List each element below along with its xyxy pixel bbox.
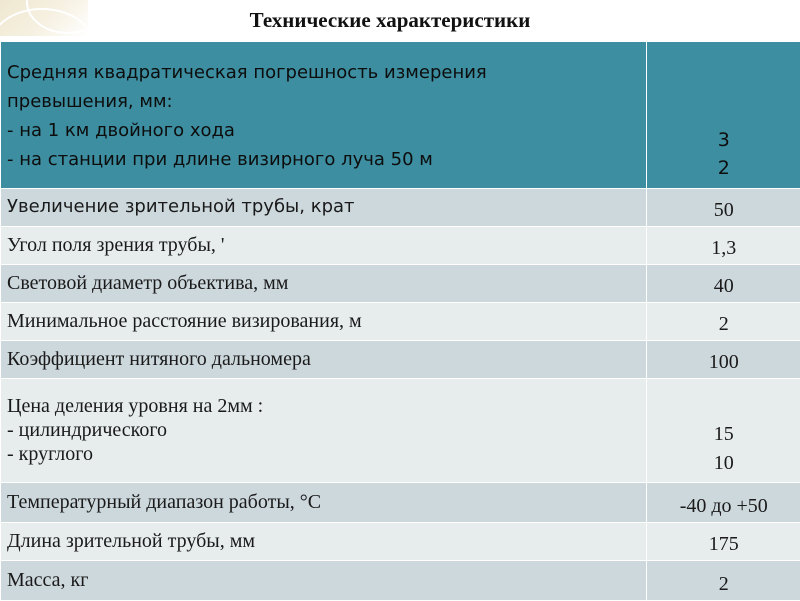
param-line: - на 1 км двойного хода [7, 116, 646, 145]
table-row [1, 560, 800, 600]
value-line: 40 [647, 274, 800, 298]
value-cell [647, 340, 800, 378]
param-line: превышения, мм: [7, 87, 646, 116]
page-title: Технические характеристики [0, 8, 780, 33]
value-cell [647, 264, 800, 302]
param-cell [1, 42, 647, 188]
param-cell [1, 226, 647, 264]
param-line: Масса, кг [7, 568, 646, 592]
value-cell [647, 378, 800, 482]
table-row [1, 302, 800, 340]
value-line: -40 до +50 [647, 494, 800, 518]
table-row [1, 264, 800, 302]
value-line: 2 [647, 312, 800, 336]
value-line: 2 [647, 572, 800, 596]
value-cell [647, 302, 800, 340]
value-cell [647, 226, 800, 264]
param-line: Длина зрительной трубы, мм [7, 529, 646, 553]
value-cell [647, 42, 800, 188]
value-line: 100 [647, 350, 800, 374]
param-cell [1, 378, 647, 482]
value-line: 15 [647, 420, 800, 449]
param-cell [1, 188, 647, 226]
table-row [1, 522, 800, 560]
param-cell [1, 302, 647, 340]
param-line: Световой диаметр объектива, мм [7, 271, 646, 295]
param-cell [1, 264, 647, 302]
param-line: - цилиндрического [7, 418, 646, 442]
value-cell [647, 482, 800, 522]
value-line: 3 [647, 126, 800, 154]
value-line: 50 [647, 198, 800, 222]
table-row [1, 226, 800, 264]
param-cell [1, 482, 647, 522]
param-line: Угол поля зрения трубы, ' [7, 233, 646, 257]
value-line: 10 [647, 449, 800, 478]
param-line: Цена деления уровня на 2мм : [7, 394, 646, 418]
value-line: 175 [647, 532, 800, 556]
param-line: Температурный диапазон работы, °С [7, 490, 646, 514]
param-line: Коэффициент нитяного дальномера [7, 347, 646, 371]
param-line: Средняя квадратическая погрешность измерения [7, 58, 646, 87]
table-row [1, 378, 800, 482]
param-line: Минимальное расстояние визирования, м [7, 309, 646, 333]
param-cell [1, 340, 647, 378]
value-cell [647, 188, 800, 226]
value-cell [647, 560, 800, 600]
param-line: Увеличение зрительной трубы, крат [7, 195, 646, 219]
param-line: - на станции при длине визирного луча 50 м [7, 145, 646, 174]
table-row [1, 42, 800, 188]
param-line: - круглого [7, 442, 646, 466]
value-cell [647, 522, 800, 560]
table-row [1, 340, 800, 378]
table-row [1, 482, 800, 522]
specifications-table [0, 42, 800, 601]
value-line: 1,3 [647, 236, 800, 260]
value-line: 2 [647, 154, 800, 182]
param-cell [1, 560, 647, 600]
param-cell [1, 522, 647, 560]
table-row [1, 188, 800, 226]
